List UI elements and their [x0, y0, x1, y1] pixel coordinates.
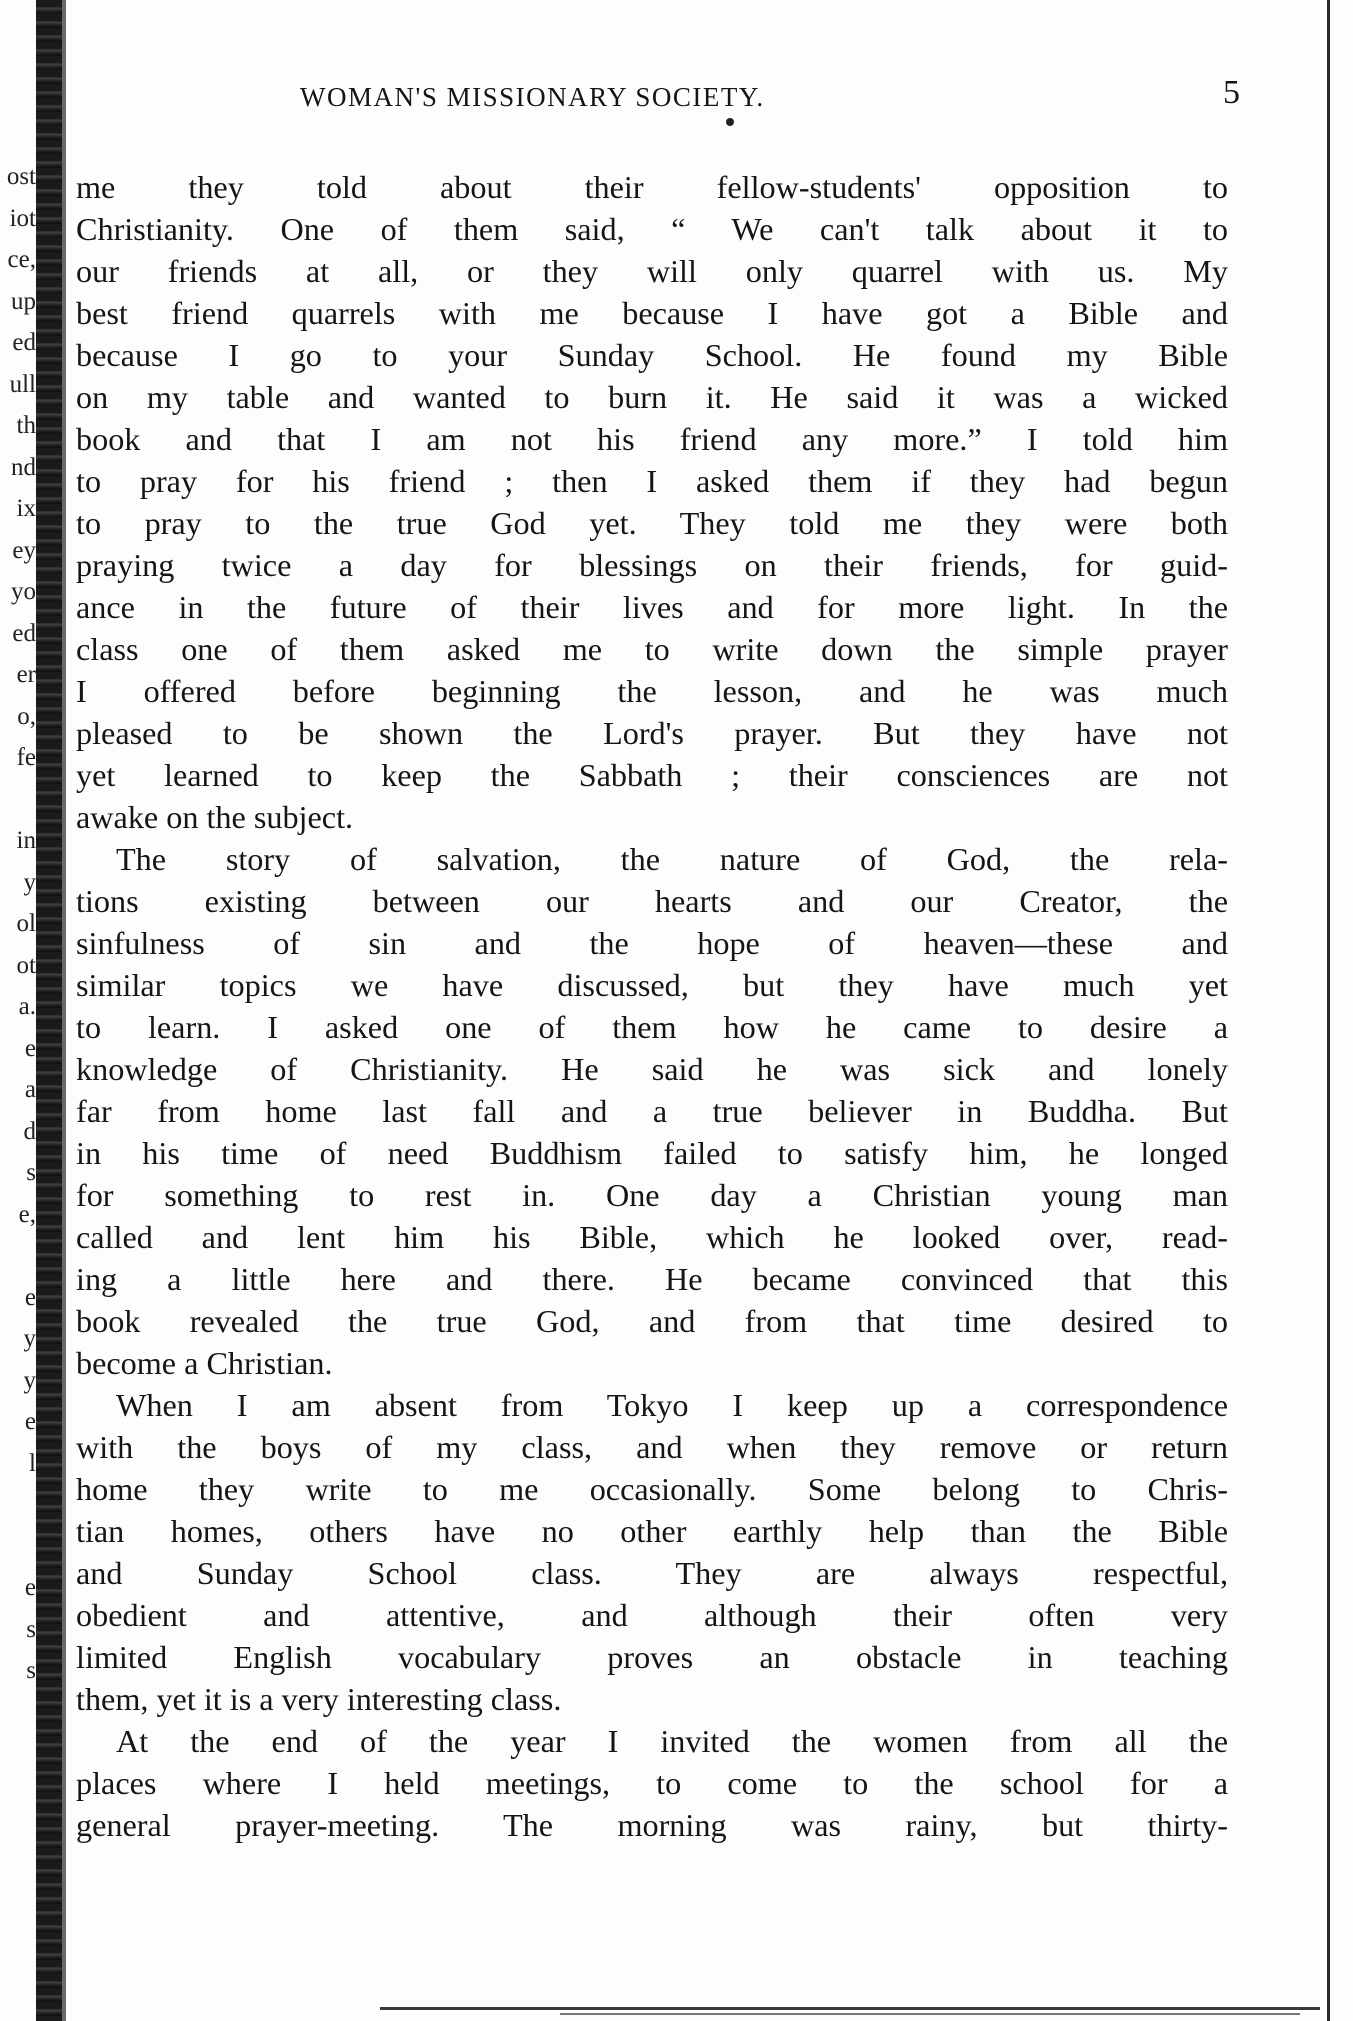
- text-line: knowledge of Christianity. He said he was sick and lonely: [76, 1051, 1228, 1087]
- bottom-rule-secondary: [560, 2013, 1300, 2015]
- margin-fragment: e: [24, 1574, 36, 1601]
- text-line: called and lent him his Bible, which he looked over, read-: [76, 1219, 1228, 1255]
- text-line: on my table and wanted to burn it. He said it was a wicked: [76, 379, 1228, 415]
- text-line: them, yet it is a very interesting class.: [76, 1681, 562, 1717]
- text-line: in his time of need Buddhism failed to satisfy him, he longed: [76, 1135, 1228, 1171]
- text-line: The story of salvation, the nature of God, the rela-: [116, 841, 1228, 877]
- margin-fragment: s: [26, 1615, 36, 1643]
- text-line: ance in the future of their lives and for more light. In the: [76, 589, 1228, 625]
- margin-fragment: yo: [11, 578, 36, 605]
- text-line: places where I held meetings, to come to the school for a: [76, 1765, 1228, 1801]
- margin-fragment: l: [29, 1449, 36, 1477]
- binding-gutter: [36, 0, 62, 2021]
- text-line: yet learned to keep the Sabbath ; their consciences are not: [76, 757, 1228, 793]
- margin-fragment: ey: [12, 536, 36, 564]
- margin-fragment: fe: [16, 744, 36, 771]
- margin-fragment: th: [16, 412, 36, 439]
- text-line: At the end of the year I invited the women from all the: [116, 1723, 1228, 1759]
- margin-fragment: [0, 1242, 36, 1269]
- margin-fragment: e: [24, 1283, 36, 1311]
- text-line: I offered before beginning the lesson, and he was much: [76, 673, 1228, 709]
- margin-fragment: ed: [12, 329, 36, 356]
- bottom-rule: [380, 2007, 1320, 2010]
- margin-fragment: e,: [18, 1200, 36, 1228]
- margin-fragment: ol: [16, 910, 36, 937]
- margin-fragment: a: [24, 1076, 36, 1103]
- right-border-rule: [1327, 0, 1330, 2021]
- margin-fragment: ce,: [7, 246, 36, 273]
- text-line: to pray for his friend ; then I asked them if they had begun: [76, 463, 1228, 499]
- text-line: best friend quarrels with me because I have got a Bible and: [76, 295, 1228, 331]
- text-line: and Sunday School class. They are always respectful,: [76, 1555, 1228, 1591]
- margin-fragment: iot: [9, 204, 36, 232]
- page-number: 5: [1223, 74, 1240, 111]
- text-line: because I go to your Sunday School. He found my Bible: [76, 337, 1228, 373]
- text-line: class one of them asked me to write down the simple prayer: [76, 631, 1228, 667]
- margin-fragment: s: [26, 1159, 36, 1186]
- text-line: book and that I am not his friend any more.” I told him: [76, 421, 1228, 457]
- margin-fragment: y: [23, 1366, 36, 1394]
- text-line: to pray to the true God yet. They told me they were both: [76, 505, 1228, 541]
- margin-fragment: er: [16, 661, 36, 688]
- margin-fragment: [0, 1533, 36, 1560]
- margin-fragment: s: [26, 1657, 36, 1684]
- margin-fragment: in: [16, 827, 36, 854]
- text-line: tions existing between our hearts and our Creator, the: [76, 883, 1228, 919]
- margin-fragment: e: [24, 1408, 36, 1435]
- text-line: awake on the subject.: [76, 799, 354, 835]
- text-line: home they write to me occasionally. Some belong to Chris-: [76, 1471, 1228, 1507]
- text-line: to learn. I asked one of them how he came to desire a: [76, 1009, 1228, 1045]
- text-line: Christianity. One of them said, “ We can't talk about it to: [76, 211, 1228, 247]
- margin-fragment: d: [23, 1117, 36, 1145]
- margin-fragment: e: [24, 1034, 36, 1062]
- text-line: our friends at all, or they will only quarrel with us. My: [76, 253, 1228, 289]
- text-line: limited English vocabulary proves an obstacle in teaching: [76, 1639, 1228, 1675]
- header-ornament-dot: [726, 118, 734, 126]
- margin-fragment: ix: [16, 495, 36, 522]
- text-line: general prayer-meeting. The morning was rainy, but thirty-: [76, 1807, 1228, 1843]
- margin-fragment: [0, 786, 36, 813]
- text-line: pleased to be shown the Lord's prayer. But they have not: [76, 715, 1228, 751]
- text-line: obedient and attentive, and although their often very: [76, 1597, 1228, 1633]
- margin-fragment: [0, 1491, 36, 1518]
- body-text: [76, 166, 1228, 1846]
- margin-fragment: up: [11, 287, 36, 315]
- text-line: with the boys of my class, and when they remove or return: [76, 1429, 1228, 1465]
- text-line: me they told about their fellow-students' opposition to: [76, 169, 1228, 205]
- previous-page-fragments: [0, 163, 36, 1699]
- text-line: similar topics we have discussed, but they have much yet: [76, 967, 1228, 1003]
- text-line: praying twice a day for blessings on their friends, for guid-: [76, 547, 1228, 583]
- text-line: tian homes, others have no other earthly help than the Bible: [76, 1513, 1228, 1549]
- margin-fragment: ot: [16, 951, 36, 979]
- margin-fragment: ull: [9, 370, 36, 398]
- text-line: sinfulness of sin and the hope of heaven—these and: [76, 925, 1228, 961]
- margin-fragment: nd: [11, 453, 36, 481]
- text-line: When I am absent from Tokyo I keep up a correspondence: [116, 1387, 1228, 1423]
- gutter-edge: [62, 0, 66, 2021]
- running-header: [200, 74, 1240, 122]
- text-line: for something to rest in. One day a Christian young man: [76, 1177, 1228, 1213]
- running-title: WOMAN'S MISSIONARY SOCIETY.: [300, 82, 765, 112]
- margin-fragment: a.: [18, 993, 36, 1020]
- margin-fragment: y: [23, 868, 36, 896]
- margin-fragment: ed: [12, 619, 36, 647]
- text-line: become a Christian.: [76, 1345, 333, 1381]
- margin-fragment: o,: [17, 702, 36, 730]
- margin-fragment: y: [23, 1325, 36, 1352]
- text-line: book revealed the true God, and from that time desired to: [76, 1303, 1228, 1339]
- text-line: ing a little here and there. He became convinced that this: [76, 1261, 1228, 1297]
- text-line: far from home last fall and a true believer in Buddha. But: [76, 1093, 1228, 1129]
- margin-fragment: ost: [6, 163, 36, 190]
